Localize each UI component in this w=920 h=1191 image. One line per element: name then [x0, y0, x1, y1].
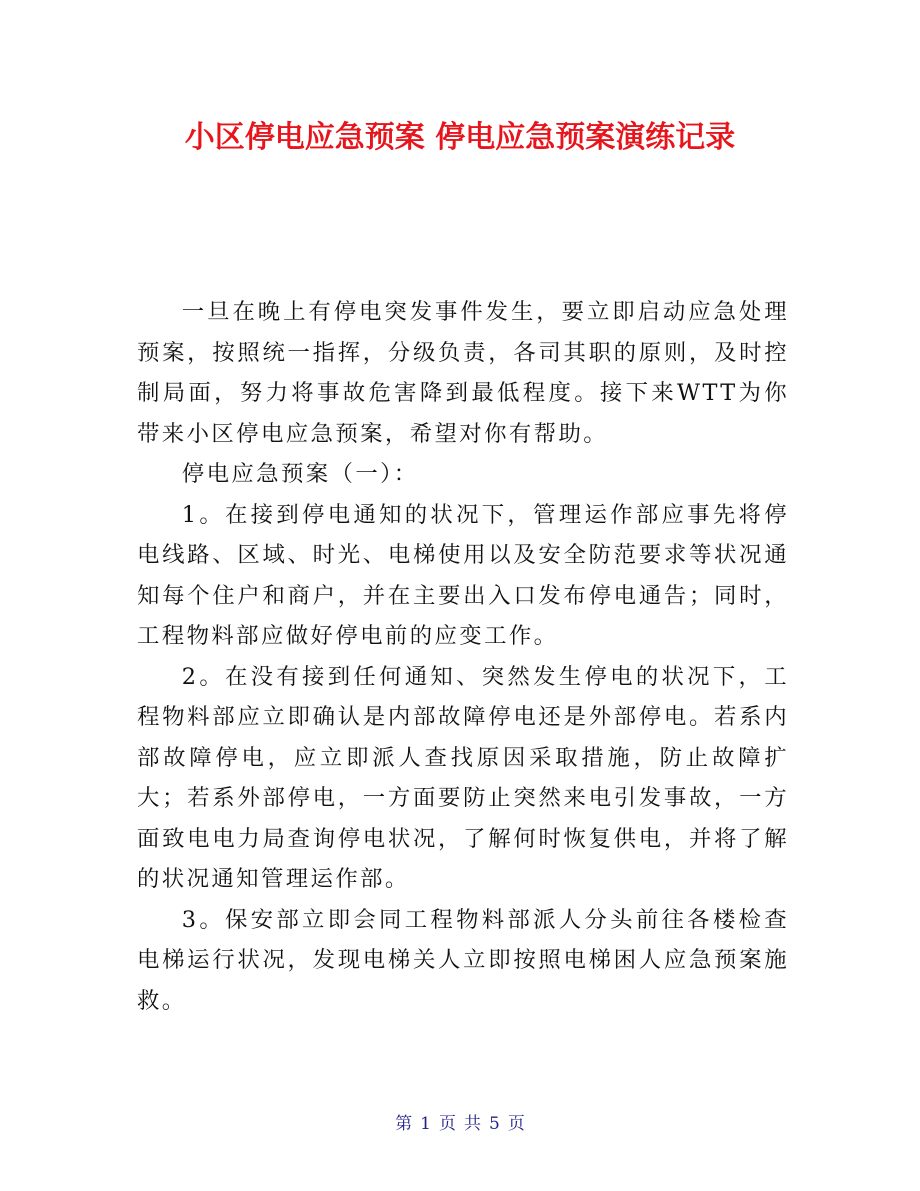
- footer-page-label: 页: [439, 1114, 456, 1134]
- document-title: 小区停电应急预案 停电应急预案演练记录: [184, 120, 736, 155]
- list-item-3: 3。保安部立即会同工程物料部派人分头前往各楼检查电梯运行状况，发现电梯关人立即按照电梯困人应急预案施救。: [137, 906, 789, 1014]
- intro-paragraph: 一旦在晚上有停电突发事件发生，要立即启动应急处理预案，按照统一指挥，分级负责，各司其职的原则，及时控制局面，努力将事故危害降到最低程度。接下来WTT为你带来小区停电应急预案，希望对你有帮助。: [137, 299, 789, 447]
- footer-suffix: 页: [507, 1114, 525, 1134]
- footer-prefix: 第: [395, 1114, 413, 1134]
- footer-total-pages: 5: [489, 1114, 500, 1134]
- page-footer: [0, 1112, 920, 1136]
- list-item-2: 2。在没有接到任何通知、突然发生停电的状况下，工程物料部应立即确认是内部故障停电还是外部停电。若系内部故障停电，应立即派人查找原因采取措施，防止故障扩大；若系外部停电，一方面要防止突然来电引发事故，一方面致电电力局查询停电状况，了解何时恢复供电，并将了解的状况通知管理运作部。: [137, 663, 789, 892]
- document-body: [137, 292, 789, 1021]
- footer-page-number: 1: [420, 1114, 431, 1134]
- footer-total-label: 共: [464, 1114, 481, 1134]
- section-heading: 停电应急预案（一）：: [181, 461, 419, 487]
- list-item-1: 1。在接到停电通知的状况下，管理运作部应事先将停电线路、区域、时光、电梯使用以及安全防范要求等状况通知每个住户和商户，并在主要出入口发布停电通告；同时，工程物料部应做好停电前的应变工作。: [137, 501, 789, 649]
